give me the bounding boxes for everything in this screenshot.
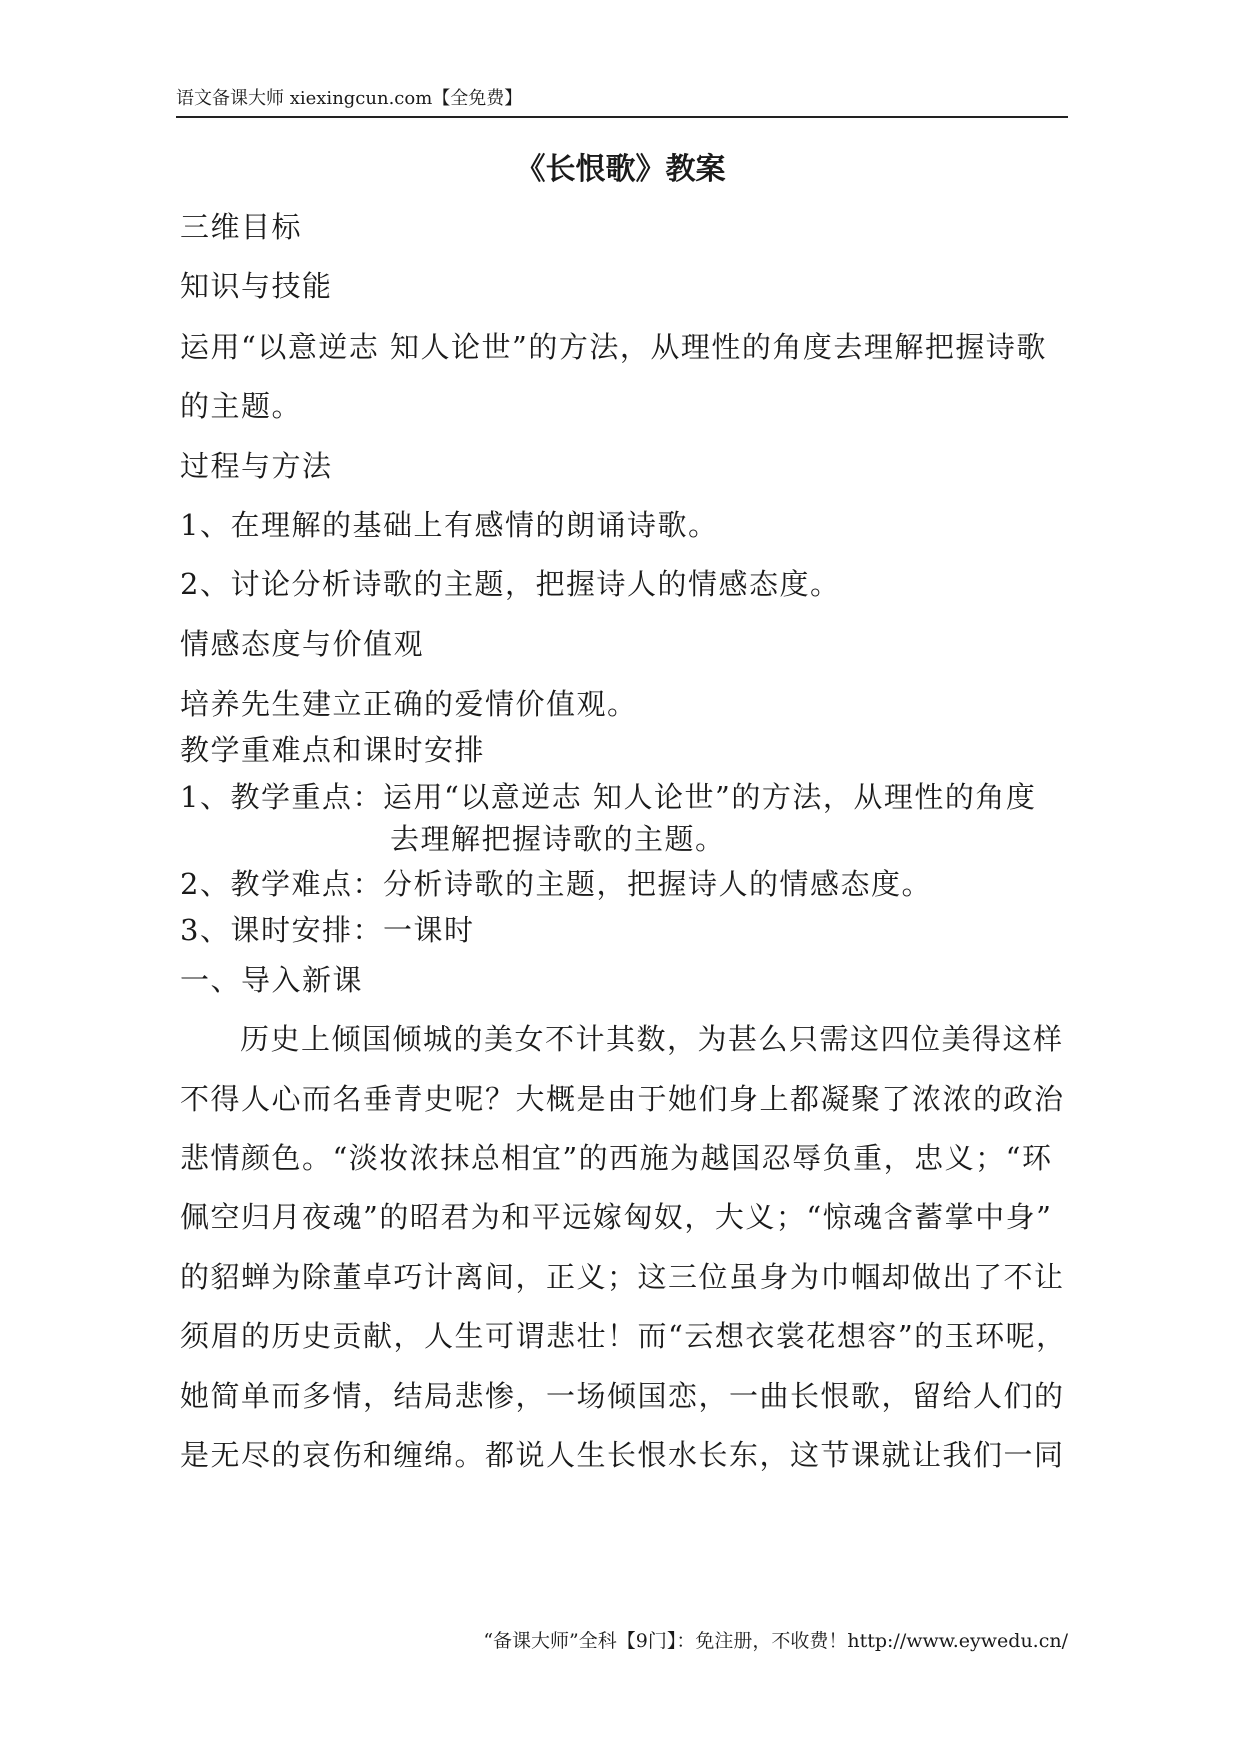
paragraph-line: 是无尽的哀伤和缠绵。都说人生长恨水长东，这节课就让我们一同 bbox=[180, 1438, 1065, 1472]
paragraph-line: 不得人心而名垂青史呢？大概是由于她们身上都凝聚了浓浓的政治 bbox=[180, 1082, 1065, 1116]
list-item: 2、讨论分析诗歌的主题，把握诗人的情感态度。 bbox=[180, 567, 841, 601]
paragraph-line: 培养先生建立正确的爱情价值观。 bbox=[180, 687, 638, 721]
list-item: 3、课时安排：一课时 bbox=[180, 913, 475, 947]
paragraph-line: 悲情颜色。“淡妆浓抹总相宜”的西施为越国忍辱负重，忠义；“环 bbox=[180, 1141, 1053, 1175]
paragraph-line: 运用“以意逆志 知人论世”的方法，从理性的角度去理解把握诗歌 bbox=[180, 330, 1047, 364]
heading-key-points: 教学重难点和课时安排 bbox=[180, 733, 486, 767]
page-header bbox=[176, 86, 1068, 118]
paragraph-line: 的貂蝉为除董卓巧计离间，正义；这三位虽身为巾帼却做出了不让 bbox=[180, 1260, 1065, 1294]
heading-three-dimensional-goals: 三维目标 bbox=[180, 210, 303, 244]
document-title: 《长恨歌》教案 bbox=[515, 152, 726, 187]
paragraph-line: 她简单而多情，结局悲惨，一场倾国恋，一曲长恨歌，留给人们的 bbox=[180, 1379, 1065, 1413]
heading-knowledge-skills: 知识与技能 bbox=[180, 269, 333, 303]
paragraph-line: 历史上倾国倾城的美女不计其数，为甚么只需这四位美得这样 bbox=[240, 1022, 1064, 1056]
paragraph-line: 的主题。 bbox=[180, 389, 303, 423]
heading-process-method: 过程与方法 bbox=[180, 449, 333, 483]
list-item-continuation: 去理解把握诗歌的主题。 bbox=[390, 822, 726, 856]
paragraph-line: 佩空归月夜魂”的昭君为和平远嫁匈奴，大义；“惊魂含蓄掌中身” bbox=[180, 1200, 1053, 1234]
list-item: 1、在理解的基础上有感情的朗诵诗歌。 bbox=[180, 508, 719, 542]
page-footer bbox=[483, 1628, 1068, 1654]
list-item: 1、教学重点：运用“以意逆志 知人论世”的方法，从理性的角度 bbox=[180, 780, 1037, 814]
header-text: 语文备课大师 xiexingcun.com【全免费】 bbox=[176, 88, 523, 109]
heading-introduction: 一、导入新课 bbox=[180, 963, 364, 997]
heading-emotion-values: 情感态度与价值观 bbox=[180, 627, 425, 661]
footer-text: “备课大师”全科【9门】：免注册，不收费！http://www.eywedu.cn/ bbox=[483, 1630, 1068, 1652]
paragraph-line: 须眉的历史贡献，人生可谓悲壮！而“云想衣裳花想容”的玉环呢， bbox=[180, 1319, 1067, 1353]
list-item: 2、教学难点：分析诗歌的主题，把握诗人的情感态度。 bbox=[180, 867, 932, 901]
